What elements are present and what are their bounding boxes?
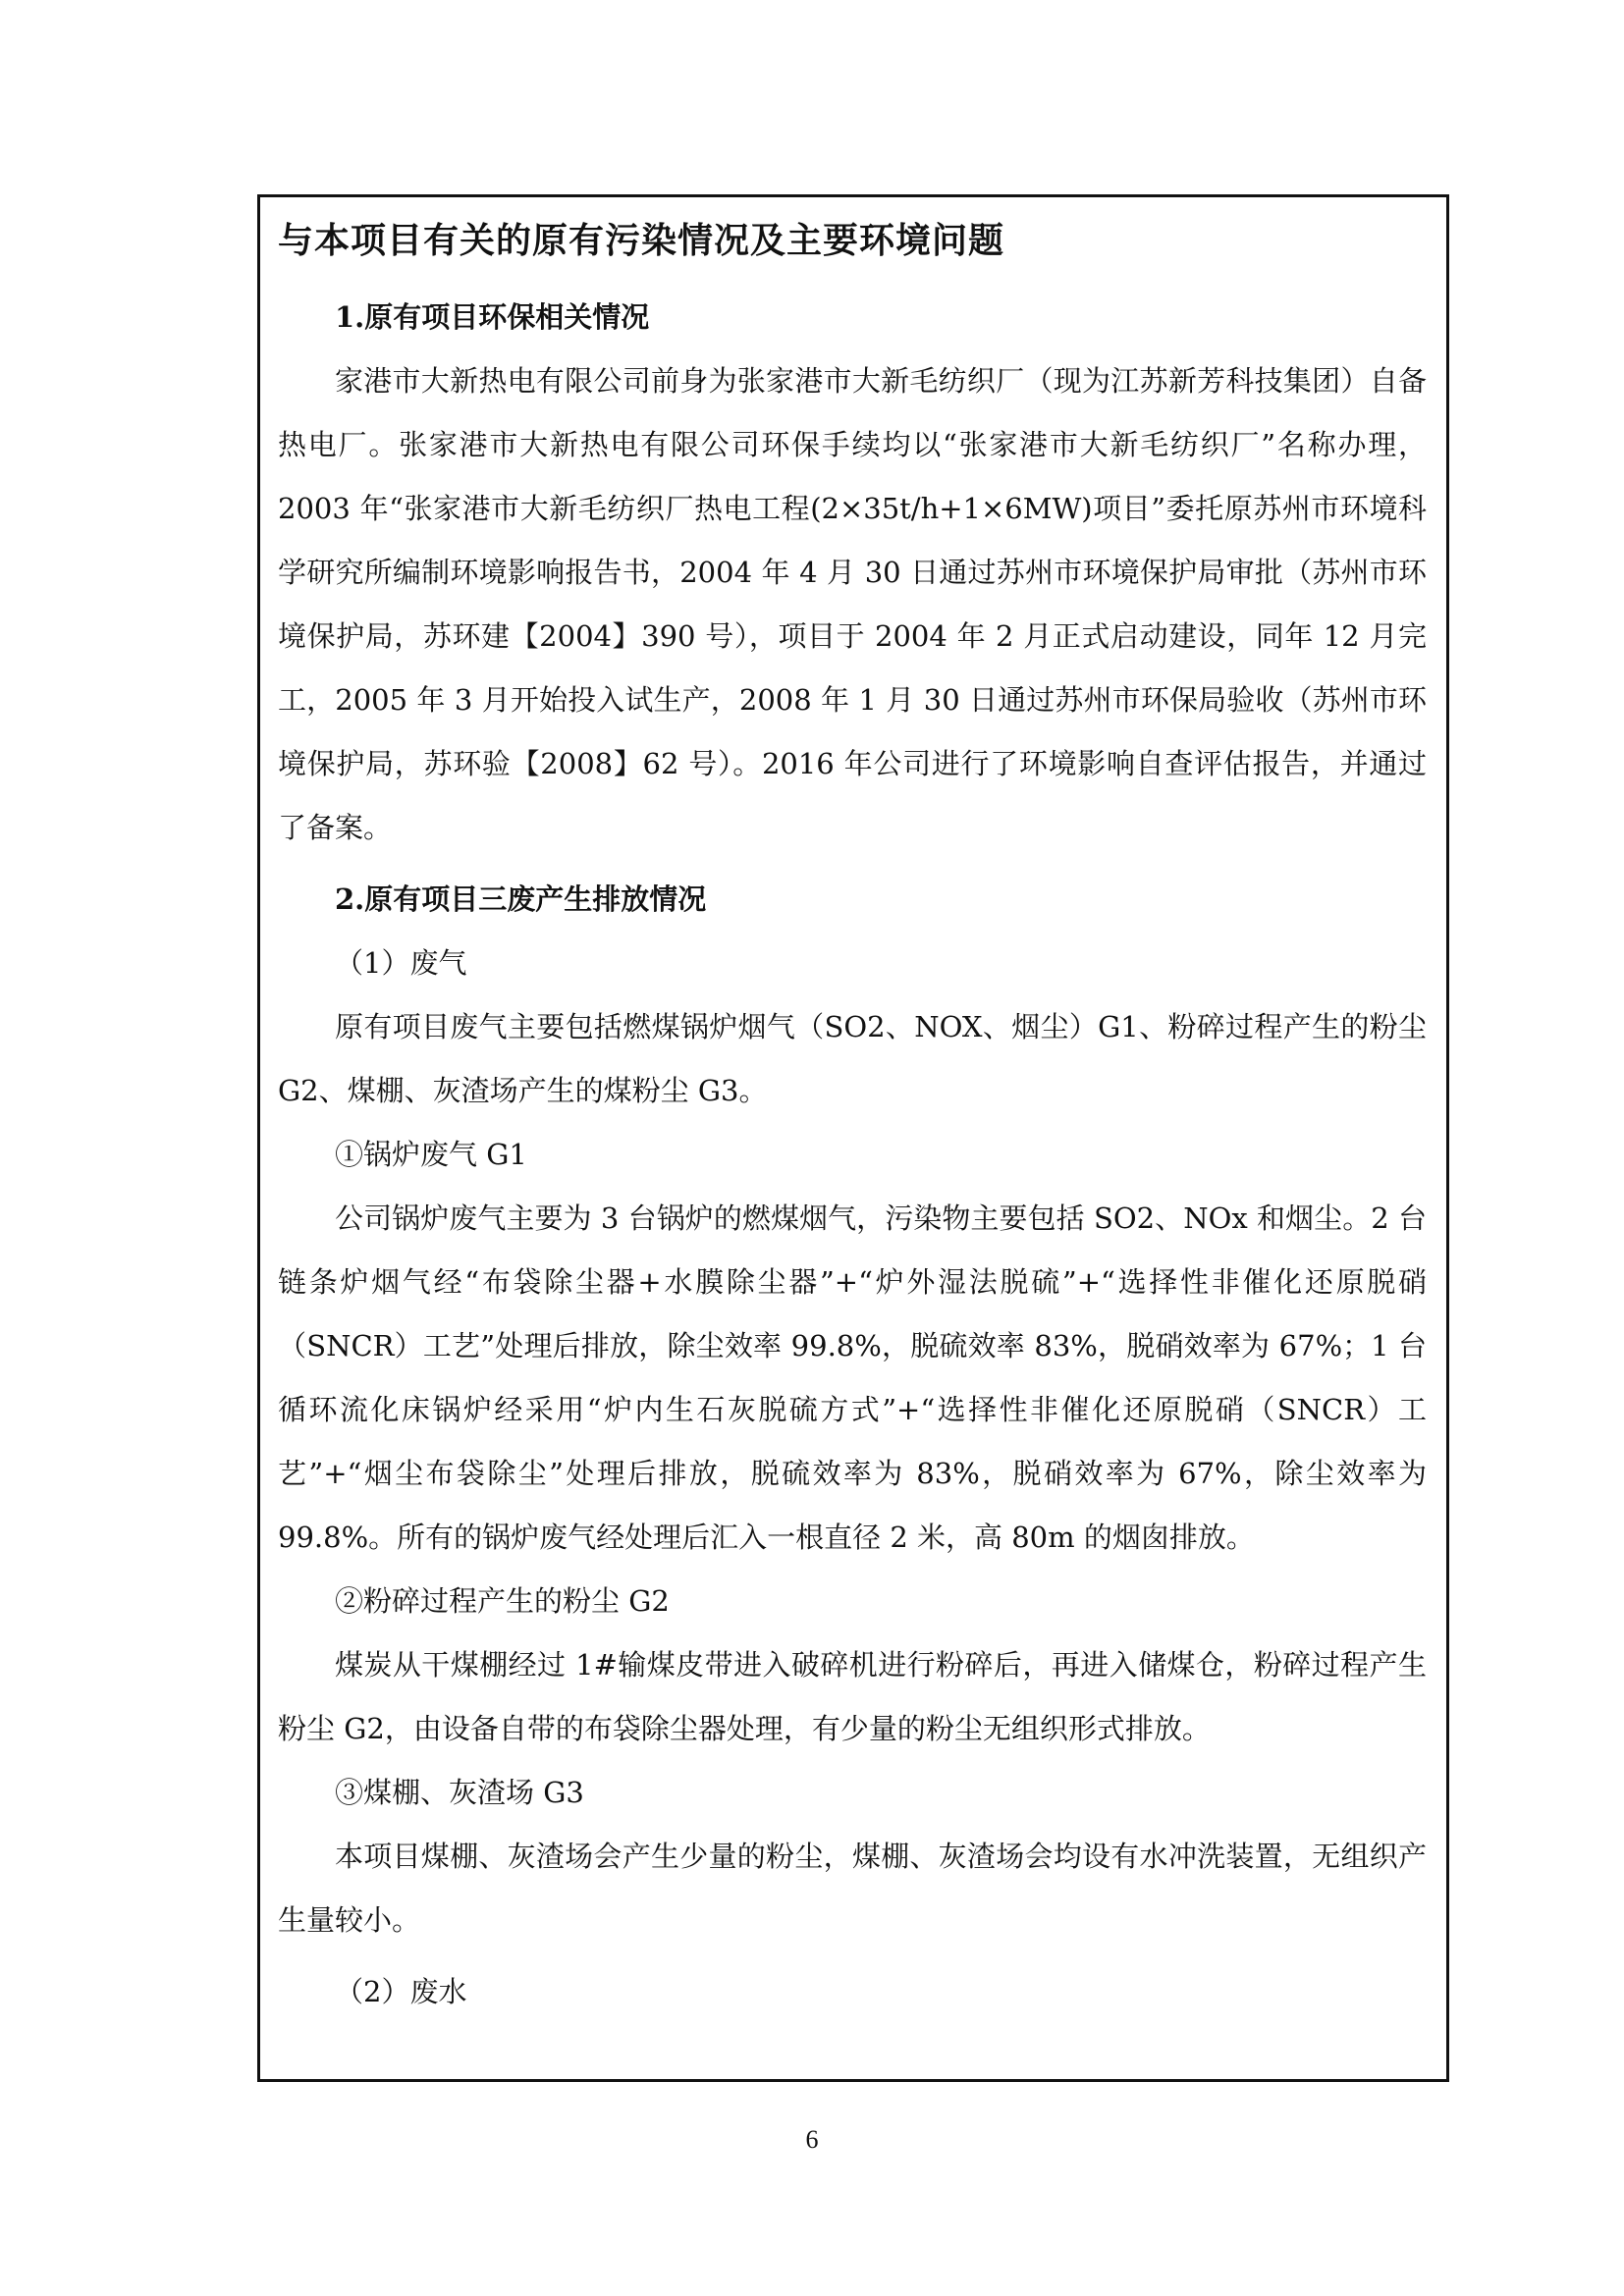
content-frame (257, 194, 1449, 2082)
section1-heading: 1.原有项目环保相关情况 (335, 300, 650, 334)
g2-label: ②粉碎过程产生的粉尘 G2 (335, 1584, 670, 1618)
waste-water-label: （2）废水 (335, 1975, 467, 2008)
content-body (278, 286, 1427, 2024)
g3-text: 本项目煤棚、灰渣场会产生少量的粉尘，煤棚、灰渣场会均设有水冲洗装置，无组织产生量较小。 (278, 1840, 1427, 1937)
page-number: 6 (805, 2125, 819, 2154)
section1-paragraph: 家港市大新热电有限公司前身为张家港市大新毛纺织厂（现为江苏新芳科技集团）自备热电厂。张家港市大新热电有限公司环保手续均以“张家港市大新毛纺织厂”名称办理，2003 年“张家港市大新毛纺织厂热电工程(2×35t/h+1×6MW)项目”委托原苏州市环境科学研究所编制环境影响报告书，2004 年 4 月 30 日通过苏州市环境保护局审批（苏州市环境保护局，苏环建【2004】390 号），项目于 2004 年 2 月正式启动建设，同年 12 月完工，2005 年 3 月开始投入试生产，2008 年 1 月 30 日通过苏州市环保局验收（苏州市环境保护局，苏环验【2008】62 号）。2016 年公司进行了环境影响自查评估报告，并通过了备案。 (278, 364, 1427, 844)
waste-gas-label: （1）废气 (335, 946, 467, 980)
section-title: 与本项目有关的原有污染情况及主要环境问题 (278, 220, 1005, 261)
g3-label: ③煤棚、灰渣场 G3 (335, 1776, 584, 1809)
section2-heading: 2.原有项目三废产生排放情况 (335, 882, 707, 916)
g1-text: 公司锅炉废气主要为 3 台锅炉的燃煤烟气，污染物主要包括 SO2、NOx 和烟尘。2 台链条炉烟气经“布袋除尘器+水膜除尘器”+“炉外湿法脱硫”+“选择性非催化还原脱硝（SNCR）工艺”处理后排放，除尘效率 99.8%，脱硫效率 83%，脱硝效率为 67%；1 台循环流化床锅炉经采用“炉内生石灰脱硫方式”+“选择性非催化还原脱硝（SNCR）工艺”+“烟尘布袋除尘”处理后排放，脱硫效率为 83%，脱硝效率为 67%，除尘效率为 99.8%。所有的锅炉废气经处理后汇入一根直径 2 米，高 80m 的烟囱排放。 (278, 1201, 1427, 1554)
waste-gas-intro: 原有项目废气主要包括燃煤锅炉烟气（SO2、NOX、烟尘）G1、粉碎过程产生的粉尘 G2、煤棚、灰渣场产生的煤粉尘 G3。 (278, 1010, 1427, 1107)
g1-label: ①锅炉废气 G1 (335, 1138, 527, 1171)
g2-text: 煤炭从干煤棚经过 1#输煤皮带进入破碎机进行粉碎后，再进入储煤仓，粉碎过程产生粉尘 G2，由设备自带的布袋除尘器处理，有少量的粉尘无组织形式排放。 (278, 1648, 1427, 1745)
